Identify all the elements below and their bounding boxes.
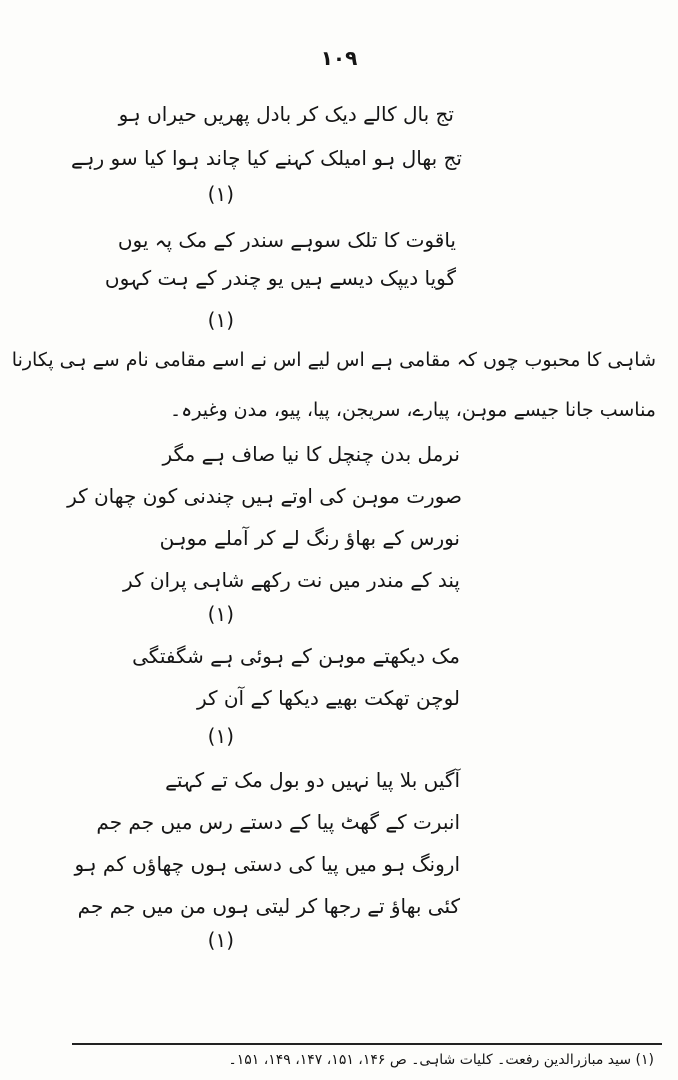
- poem3-line3: نورس کے بھاؤ رنگ لے کر آملے موہن: [159, 526, 460, 550]
- poem5-line1: آگیں بلا پیا نہیں دو بول مک تے کہتے: [165, 768, 460, 792]
- poem3-line1: نرمل بدن چنچل کا نیا صاف ہے مگر: [162, 442, 460, 466]
- poem2-line1: یاقوت کا تلک سوہے سندر کے مک پہ یوں: [117, 228, 456, 252]
- prose-line1: شاہی کا محبوب چوں کہ مقامی ہے اس لیے اس نے اسے مقامی نام سے ہی پکارنا: [11, 349, 656, 371]
- poem3-line2: صورت موہن کی اوتے ہیں چندنی کون چھان کر: [67, 484, 462, 508]
- footnote-marker: (۱): [207, 308, 234, 332]
- footnote-marker: (۱): [207, 182, 234, 206]
- prose-line2: مناسب جانا جیسے موہن، پیارے، سریجن، پیا، پیو، مدن وغیرہ۔: [170, 399, 656, 421]
- poem5-line2: انبرت کے گھٹ پیا کے دستے رس میں جم جم: [96, 810, 460, 834]
- poem5-line3: ارونگ ہو میں پیا کی دستی ہوں چھاؤں کم ہو: [74, 852, 460, 876]
- footnote: (۱) سید مبازرالدین رفعت۔ کلیات شاہی۔ ص ۱۴۶، ۱۵۱، ۱۴۷، ۱۴۹، ۱۵۱۔: [228, 1052, 654, 1068]
- poem4-line1: مک دیکھتے موہن کے ہوئی ہے شگفتگی: [132, 644, 460, 668]
- footnote-marker: (۱): [207, 602, 234, 626]
- poem1-line1: تج بال کالے دیک کر بادل پھریں حیراں ہو: [118, 102, 454, 126]
- poem1-line2: تج بھال ہو امیلک کہنے کیا چاند ہوا کیا سو رہے: [71, 146, 462, 170]
- footnote-divider: [72, 1043, 662, 1045]
- poem3-line4: پند کے مندر میں نت رکھے شاہی پران کر: [122, 568, 460, 592]
- footnote-marker: (۱): [207, 724, 234, 748]
- page-number: ۱۰۹: [320, 46, 358, 70]
- poem4-line2: لوچن تھکت بھیے دیکھا کے آن کر: [196, 686, 460, 710]
- poem5-line4: کئی بھاؤ تے رجھا کر لیتی ہوں من میں جم جم: [77, 894, 460, 918]
- footnote-marker: (۱): [207, 928, 234, 952]
- poem2-line2: گویا دیپک دیسے ہیں یو چندر کے ہت کہوں: [104, 266, 456, 290]
